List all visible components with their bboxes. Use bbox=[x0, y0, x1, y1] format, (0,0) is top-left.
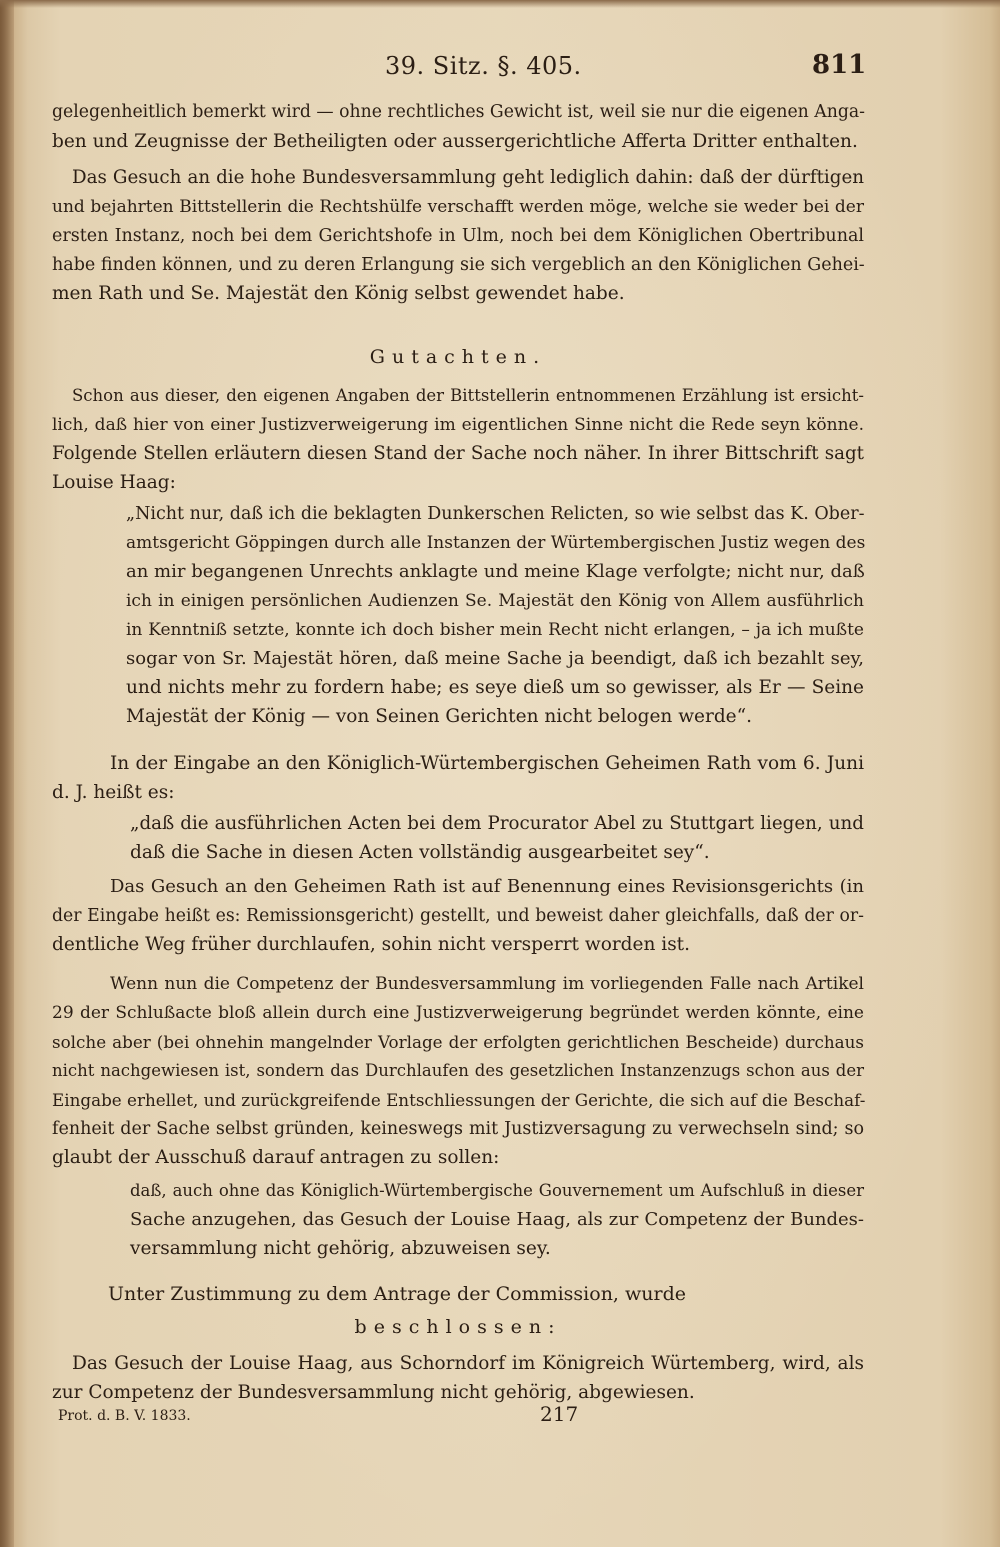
footer-protocol: Prot. d. B. V. 1833. bbox=[58, 1408, 191, 1424]
text-line: Folgende Stellen erläutern diesen Stand der Sache noch näher. In ihrer Bittschrift sagt bbox=[52, 443, 864, 464]
text-line: men Rath und Se. Majestät den König selbst gewendet habe. bbox=[52, 283, 625, 304]
text-line: 29 der Schlußacte bloß allein durch eine Justizverweigerung begründet werden könnte, eine bbox=[52, 1003, 864, 1023]
text-line: und bejahrten Bittstellerin die Rechtshülfe verschafft werden möge, welche sie weder bei der bbox=[52, 197, 864, 217]
text-line: In der Eingabe an den Königlich-Würtembergischen Geheimen Rath vom 6. Juni bbox=[110, 753, 864, 774]
resolution-line: versammlung nicht gehörig, abzuweisen sey. bbox=[130, 1238, 551, 1259]
quote-line: daß die Sache in diesen Acten vollständig ausgearbeitet sey“. bbox=[130, 842, 710, 863]
quote-line: und nichts mehr zu fordern habe; es seye dieß um so gewisser, als Er — Seine bbox=[126, 677, 864, 698]
page-number: 811 bbox=[812, 50, 867, 80]
page-gutter-shadow bbox=[0, 0, 14, 1547]
resolution-line: Sache anzugehen, das Gesuch der Louise Haag, als zur Competenz der Bundes- bbox=[130, 1209, 864, 1230]
text-line: ben und Zeugnisse der Betheiligten oder aussergerichtliche Afferta Dritter enthalten. bbox=[52, 131, 858, 152]
quote-line: in Kenntniß setzte, konnte ich doch bisher mein Recht nicht erlangen, – ja ich mußte bbox=[126, 620, 864, 640]
text-line: zur Competenz der Bundesversammlung nicht gehörig, abgewiesen. bbox=[52, 1382, 695, 1403]
text-line: lich, daß hier von einer Justizverweigerung im eigentlichen Sinne nicht die Rede seyn könne. bbox=[52, 415, 864, 435]
quote-line: sogar von Sr. Majestät hören, daß meine Sache ja beendigt, daß ich bezahlt sey, bbox=[126, 648, 864, 669]
text-line: dentliche Weg früher durchlaufen, sohin nicht versperrt worden ist. bbox=[52, 934, 690, 955]
text-line: Das Gesuch der Louise Haag, aus Schorndorf im Königreich Würtemberg, wird, als bbox=[72, 1353, 864, 1374]
quote-line: „daß die ausführlichen Acten bei dem Procurator Abel zu Stuttgart liegen, und bbox=[130, 813, 864, 834]
top-edge-shadow bbox=[0, 0, 1000, 8]
text-line: habe finden können, und zu deren Erlangung sie sich vergeblich an den Königlichen Gehei- bbox=[52, 255, 865, 275]
quote-line: Majestät der König — von Seinen Gerichten nicht belogen werde“. bbox=[126, 706, 752, 727]
section-heading-gutachten: Gutachten. bbox=[369, 346, 547, 368]
quote-line: ich in einigen persönlichen Audienzen Se. Majestät den König von Allem ausführlich bbox=[126, 591, 864, 611]
quote-line: „Nicht nur, daß ich die beklagten Dunkerschen Relicten, so wie selbst das K. Ober- bbox=[126, 504, 865, 524]
text-line: Unter Zustimmung zu dem Antrage der Commission, wurde bbox=[108, 1283, 686, 1305]
running-head: 39. Sitz. §. 405. bbox=[385, 52, 582, 80]
quote-line: amtsgericht Göppingen durch alle Instanzen der Würtembergischen Justiz wegen des bbox=[126, 533, 866, 553]
signature-mark: 217 bbox=[540, 1402, 579, 1426]
section-heading-beschlossen: beschlossen: bbox=[354, 1316, 562, 1338]
text-line: Das Gesuch an den Geheimen Rath ist auf Benennung eines Revisionsgerichts (in bbox=[110, 876, 864, 897]
resolution-line: daß, auch ohne das Königlich-Würtembergische Gouvernement um Aufschluß in dieser bbox=[130, 1181, 864, 1200]
text-line: Schon aus dieser, den eigenen Angaben der Bittstellerin entnommenen Erzählung ist ersicht- bbox=[72, 386, 864, 405]
text-line: d. J. heißt es: bbox=[52, 782, 175, 803]
text-line: ersten Instanz, noch bei dem Gerichtshofe in Ulm, noch bei dem Königlichen Obertribunal bbox=[52, 226, 864, 246]
text-line: Wenn nun die Competenz der Bundesversammlung im vorliegenden Falle nach Artikel bbox=[110, 974, 864, 994]
text-line: Louise Haag: bbox=[52, 472, 176, 493]
text-line: gelegenheitlich bemerkt wird — ohne rechtliches Gewicht ist, weil sie nur die eigenen Anga- bbox=[52, 102, 865, 122]
text-line: fenheit der Sache selbst gründen, keineswegs mit Justizversagung zu verwechseln sind; so bbox=[52, 1119, 864, 1139]
text-line: der Eingabe heißt es: Remissionsgericht) gestellt, und beweist daher gleichfalls, daß der or- bbox=[52, 906, 864, 926]
text-line: nicht nachgewiesen ist, sondern das Durchlaufen des gesetzlichen Instanzenzugs schon aus der bbox=[52, 1061, 864, 1080]
text-line: Das Gesuch an die hohe Bundesversammlung geht lediglich dahin: daß der dürftigen bbox=[72, 167, 864, 188]
quote-line: an mir begangenen Unrechts anklagte und meine Klage verfolgte; nicht nur, daß bbox=[126, 561, 865, 582]
text-line: glaubt der Ausschuß darauf antragen zu sollen: bbox=[52, 1147, 500, 1168]
text-line: Eingabe erhellet, und zurückgreifende Entschliessungen der Gerichte, die sich auf die Beschaf- bbox=[52, 1090, 866, 1110]
page-header bbox=[0, 52, 1000, 86]
text-line: solche aber (bei ohnehin mangelnder Vorlage der erfolgten gerichtlichen Bescheide) durchaus bbox=[52, 1032, 864, 1052]
